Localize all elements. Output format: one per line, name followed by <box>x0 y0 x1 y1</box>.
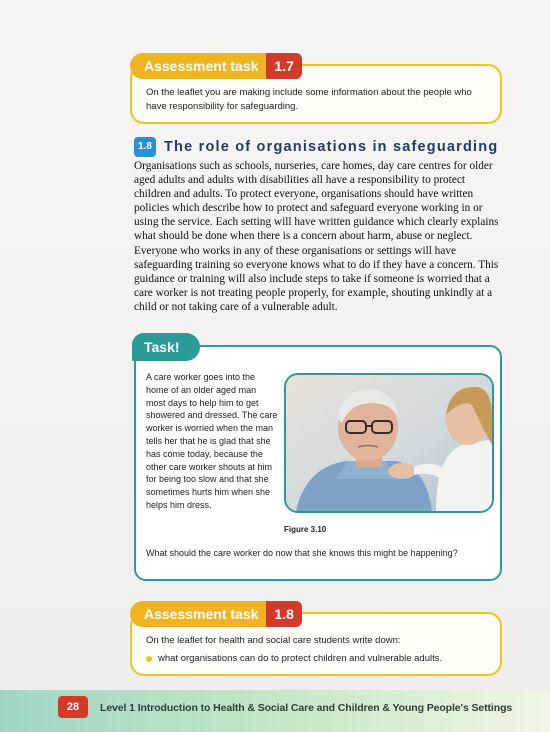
task-label: Task! <box>132 333 200 361</box>
section-heading <box>134 137 504 157</box>
assessment-task-1-7 <box>130 58 502 124</box>
assessment-number: 1.7 <box>266 53 301 79</box>
task-story: A care worker goes into the home of an older aged man most days to help him to get showered and dressed. The care worker is worried when the man tells her that he is glad that she has come today, because the other care worker shouts at him for being too slow and that she sometimes hurts him when she helps him dress. <box>146 372 278 510</box>
footer-title: Level 1 Introduction to Health & Social Care and Children & Young People's Settings <box>100 702 513 714</box>
assessment-bullet-item <box>146 652 486 666</box>
assessment-tab <box>130 52 302 80</box>
section-role-of-organisations <box>134 137 504 314</box>
assessment-text: On the leaflet you are making include some information about the people who have responsibility for safeguarding. <box>146 87 472 112</box>
bullet-dot-icon <box>146 656 152 662</box>
assessment-label: Assessment task <box>130 53 266 79</box>
assessment-bullet-text: what organisations can do to protect children and vulnerable adults. <box>158 653 443 664</box>
page-footer <box>0 690 550 732</box>
assessment-task-1-8 <box>130 606 502 676</box>
page-number: 28 <box>58 696 88 718</box>
figure-caption: Figure 3.10 <box>284 525 327 534</box>
assessment-tab <box>130 600 302 628</box>
assessment-label: Assessment task <box>130 601 266 627</box>
task-question: What should the care worker do now that she knows this might be happening? <box>146 548 458 558</box>
section-title: The role of organisations in safeguarding <box>164 139 499 155</box>
care-worker-photo <box>284 373 494 513</box>
task-box <box>134 339 502 581</box>
section-paragraph: Organisations such as schools, nurseries, care homes, day care centres for older aged adults and adults with disabilities all have a responsibility to protect children and adults. To protect everyone, organisations should have written policies which describe how to protect and safeguard everyone working in or using the service. Each setting will have written guidance which clearly explains what should be done when there is a concern about harm, abuse or neglect. Everyone who works in any of these organisations or settings will have safeguarding training so everyone knows what to do if they have a concern. This guidance or training will also include steps to take if someone is worried that a care worker is not treating people properly, for example, shouting unkindly at a child or not taking care of a vulnerable adult. <box>134 160 499 313</box>
photo-illustration <box>286 375 492 511</box>
section-number-badge: 1.8 <box>134 137 156 157</box>
assessment-intro: On the leaflet for health and social care students write down: <box>146 635 401 646</box>
assessment-number: 1.8 <box>266 601 301 627</box>
